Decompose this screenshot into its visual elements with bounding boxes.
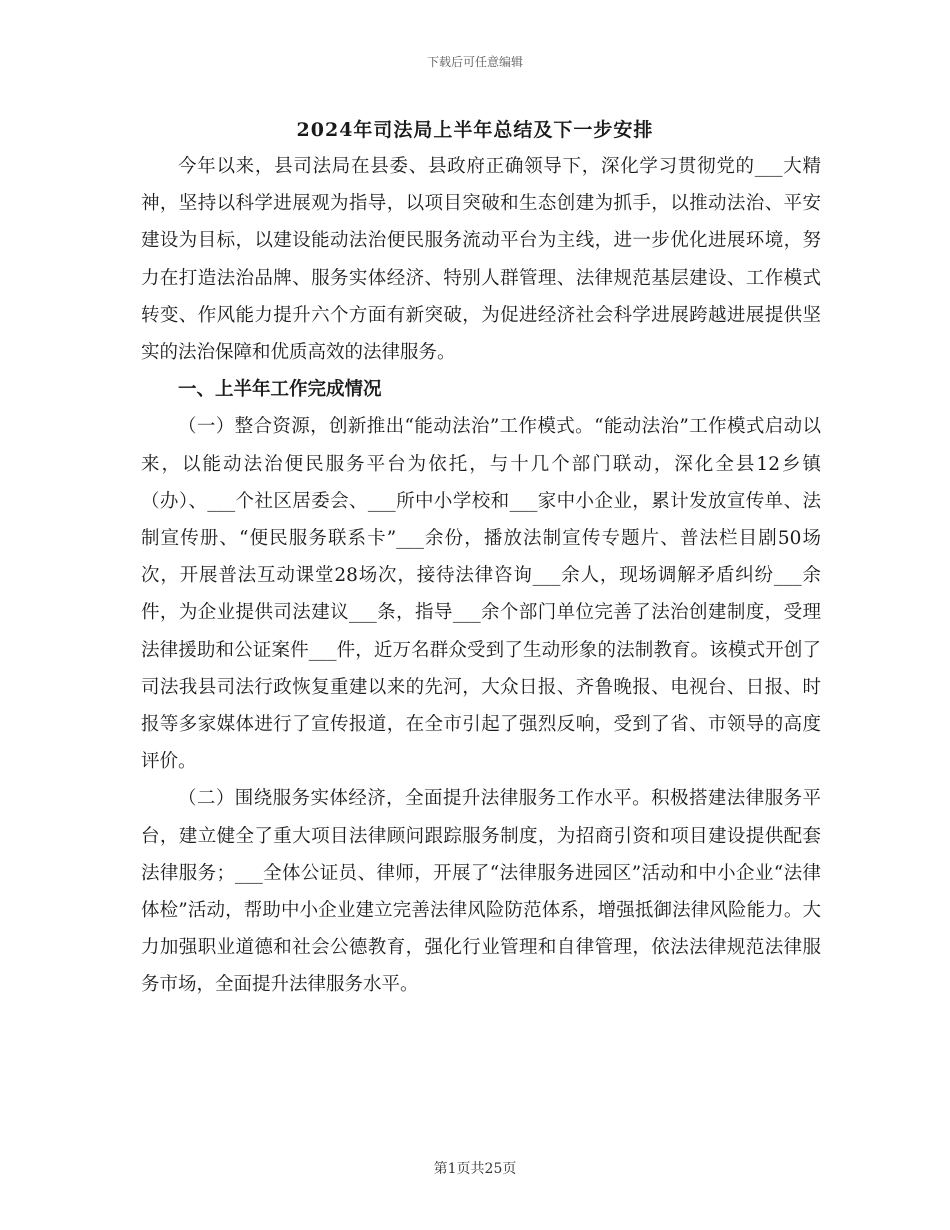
page-number: 第1页共25页: [433, 1161, 517, 1177]
intro-paragraph: 今年以来，县司法局在县委、县政府正确领导下，深化学习贯彻党的___大精神，坚持以科学进展观为指导，以项目突破和生态创建为抓手，以推动法治、平安建设为目标，以建设能动法治便民服务流动平台为主线，进一步优化进展环境，努力在打造法治品牌、服务实体经济、特别人群管理、法律规范基层建设、工作模式转变、作风能力提升六个方面有新突破，为促进经济社会科学进展跨越进展提供坚实的法治保障和优质高效的法律服务。: [141, 156, 821, 364]
document-body: [141, 148, 821, 1004]
document-title: 2024年司法局上半年总结及下一步安排: [296, 119, 654, 141]
body-paragraph-2: （二）围绕服务实体经济，全面提升法律服务工作水平。积极搭建法律服务平台，建立健全了重大项目法律顾问跟踪服务制度，为招商引资和项目建设提供配套法律服务；___全体公证员、律师，开展了“法律服务进园区”活动和中小企业“法律体检”活动，帮助中小企业建立完善法律风险防范体系，增强抵御法律风险能力。大力加强职业道德和社会公德教育，强化行业管理和自律管理，依法法律规范法律服务市场，全面提升法律服务水平。: [141, 788, 821, 996]
page-header-note: 下载后可任意编辑: [426, 55, 523, 69]
body-paragraph-1: （一）整合资源，创新推出“能动法治”工作模式。“能动法治”工作模式启动以来，以能动法治便民服务平台为依托，与十几个部门联动，深化全县12乡镇（办）、___个社区居委会、___所中小学校和___家中小企业，累计发放宣传单、法制宣传册、“便民服务联系卡”___余份，播放法制宣传专题片、普法栏目剧50场次，开展普法互动课堂28场次，接待法律咨询___余人，现场调解矛盾纠纷___余件，为企业提供司法建议___条，指导___余个部门单位完善了法治创建制度，受理法律援助和公证案件___件，近万名群众受到了生动形象的法制教育。该模式开创了司法我县司法行政恢复重建以来的先河，大众日报、齐鲁晚报、电视台、日报、时报等多家媒体进行了宣传报道，在全市引起了强烈反响，受到了省、市领导的高度评价。: [141, 416, 821, 773]
section-heading: 一、上半年工作完成情况: [178, 379, 382, 401]
